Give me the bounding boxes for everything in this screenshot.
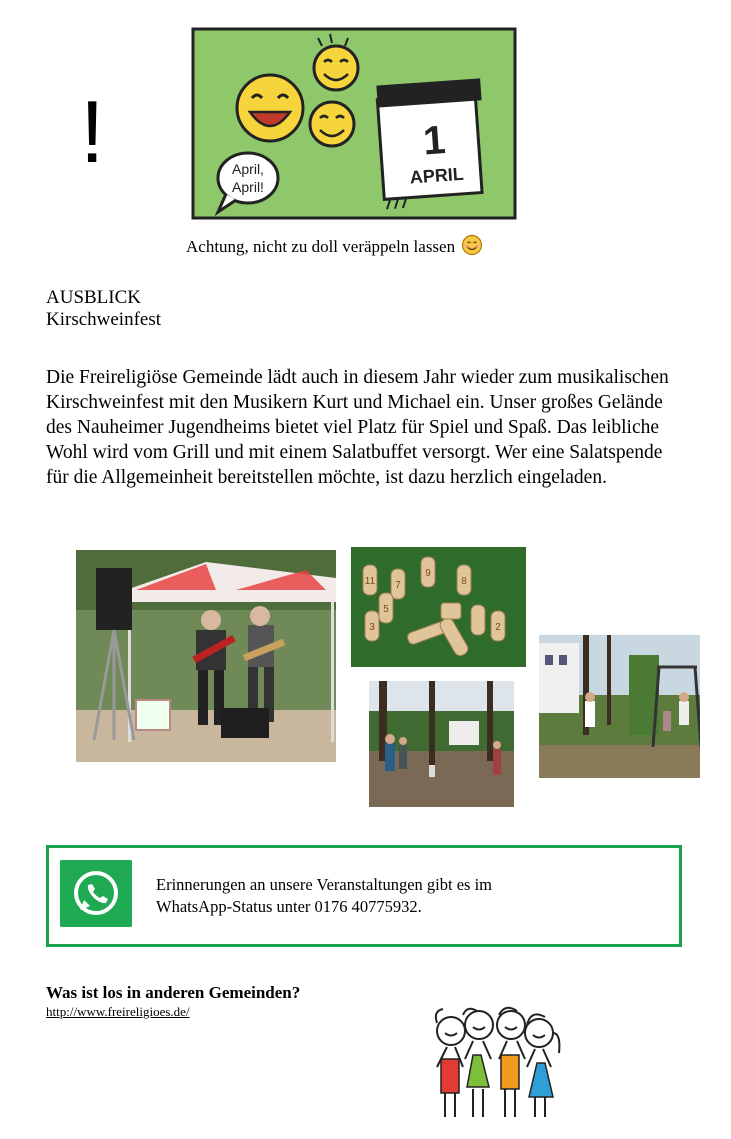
section-heading <box>46 287 161 331</box>
smiley-emoji-icon <box>461 234 483 256</box>
exclamation-mark: ! <box>80 82 105 181</box>
calendar-day: 1 <box>421 117 447 164</box>
laughing-smiley-icon <box>237 75 303 141</box>
whatsapp-text <box>156 874 636 918</box>
section-label: AUSBLICK <box>46 287 142 308</box>
garden-games-photo <box>369 681 514 807</box>
caption-text: Achtung, nicht zu doll veräppeln lassen <box>186 237 456 256</box>
calendar-month: APRIL <box>409 163 465 188</box>
card-caption <box>186 234 483 257</box>
swing-photo <box>539 635 700 778</box>
bubble-line-1: April, <box>232 161 264 177</box>
bubble-line-2: April! <box>232 179 264 195</box>
kubb-number: 8 <box>461 576 467 587</box>
band-photo <box>76 550 336 762</box>
other-communities-title: Was ist los in anderen Gemeinden? <box>46 983 301 1002</box>
kubb-number: 3 <box>369 622 375 633</box>
whatsapp-line-2: WhatsApp-Status unter 0176 40775932. <box>156 897 422 916</box>
kubb-number: 5 <box>383 604 389 615</box>
kids-group-illustration <box>425 1003 565 1121</box>
event-description: Die Freireligiöse Gemeinde lädt auch in diesem Jahr wieder zum musikalischen Kirschweinfest mit den Musikern Kurt und Michael ein. Unser großes Gelände des Nauheimer Jugendheims bietet viel Platz für Spiel und Spaß. Das leibliche Wohl wird vom Grill und mit einem Salatbuffet versorgt. Wer eine Salatspende für die Allgemeinheit bereitstellen möchte, ist dazu herzlich eingeladen. <box>46 367 669 488</box>
freireligioes-link[interactable]: http://www.freireligioes.de/ <box>46 1004 190 1019</box>
kubb-game-photo <box>351 547 526 667</box>
section-title: Kirschweinfest <box>46 309 162 330</box>
calendar-icon <box>376 78 488 209</box>
whatsapp-line-1: Erinnerungen an unsere Veranstaltungen gibt es im <box>156 875 493 894</box>
grinning-smiley-icon <box>310 102 354 146</box>
kubb-number: 11 <box>364 576 376 587</box>
kubb-number: 7 <box>395 580 401 591</box>
kubb-number: 2 <box>495 622 501 633</box>
kubb-number: 9 <box>425 568 431 579</box>
whatsapp-icon[interactable] <box>60 860 132 927</box>
april-fools-illustration <box>190 26 518 221</box>
